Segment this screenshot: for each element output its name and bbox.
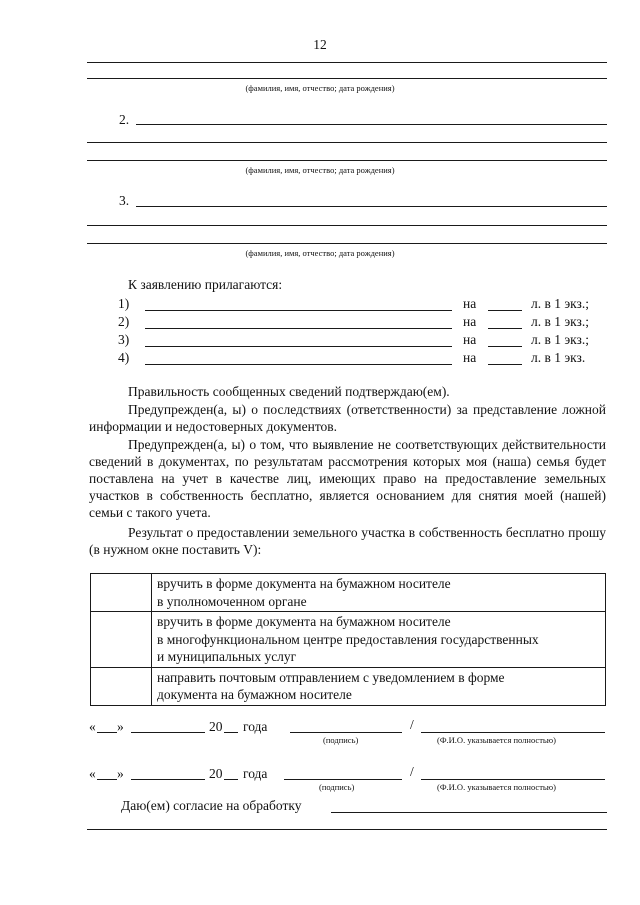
attachment-number: 1) [118, 296, 130, 311]
delivery-option-checkbox[interactable] [91, 667, 152, 705]
warning-consequences: Предупрежден(а, ы) о последствиях (ответственности) за представление ложной информации и недостоверных документов. [89, 402, 606, 434]
applicant-caption: (фамилия, имя, отчество; дата рождения) [245, 83, 395, 93]
attachment-copies-label: л. в 1 экз.; [531, 332, 589, 347]
delivery-options-table [90, 573, 606, 706]
warning-mismatch: Предупрежден(а, ы) о том, что выявление не соответствующих действительности сведений в документах, по результатам рассмотрения которых моя (наша) семья будет поставлена на учет в качестве лиц, имеющих право на предоставление земельных участков в собственность бесплатно, является основанием для снятия моей (нашей) семьи с такого учета. [89, 437, 606, 520]
year-prefix: 20 [209, 719, 223, 734]
signature-field-line[interactable] [290, 732, 402, 733]
option-line: и муниципальных услуг [157, 649, 297, 664]
attachment-sheets-line[interactable] [488, 346, 522, 347]
signature-caption: (подпись) [323, 735, 359, 745]
attachment-name-line[interactable] [145, 310, 452, 311]
attachment-number: 2) [118, 314, 130, 329]
year-prefix: 20 [209, 766, 223, 781]
delivery-option-row [91, 574, 606, 612]
date-quote-open: « [89, 719, 96, 734]
day-field-line[interactable] [97, 732, 117, 733]
attachment-on-label: на [463, 332, 477, 347]
date-quote-close: » [117, 719, 124, 734]
slash-separator: / [410, 717, 414, 732]
attachment-copies-label: л. в 1 экз.; [531, 296, 589, 311]
attachment-copies-label: л. в 1 экз.; [531, 314, 589, 329]
applicant-number: 3. [119, 193, 130, 208]
attachment-name-line[interactable] [145, 364, 452, 365]
attachment-name-line[interactable] [145, 346, 452, 347]
year-word: года [243, 766, 268, 781]
delivery-option-row [91, 667, 606, 705]
attachment-sheets-line[interactable] [488, 364, 522, 365]
year-field-line[interactable] [224, 732, 238, 733]
consent-statement: Даю(ем) согласие на обработку [121, 798, 302, 813]
consent-field-line[interactable] [331, 812, 607, 813]
applicant-caption: (фамилия, имя, отчество; дата рождения) [245, 165, 395, 175]
page-number: 12 [313, 37, 327, 52]
full-name-caption: (Ф.И.О. указывается полностью) [437, 782, 556, 792]
signature-field-line[interactable] [284, 779, 402, 780]
full-name-caption: (Ф.И.О. указывается полностью) [437, 735, 556, 745]
full-name-field-line[interactable] [421, 732, 605, 733]
option-line: направить почтовым отправлением с уведомлением в форме [157, 669, 505, 685]
consent-field-line[interactable] [87, 829, 607, 830]
option-line: вручить в форме документа на бумажном носителе [157, 576, 451, 591]
option-line: документа на бумажном носителе [157, 687, 352, 702]
delivery-option-text [152, 667, 606, 705]
full-name-field-line[interactable] [421, 779, 605, 780]
name-field-line[interactable] [87, 62, 607, 63]
name-field-line[interactable] [87, 78, 607, 79]
delivery-option-row [91, 612, 606, 668]
date-quote-close: » [117, 766, 124, 781]
delivery-option-checkbox[interactable] [91, 612, 152, 668]
attachment-on-label: на [463, 314, 477, 329]
attachment-copies-label: л. в 1 экз. [531, 350, 586, 365]
attachment-number: 3) [118, 332, 130, 347]
delivery-option-text [152, 612, 606, 668]
date-quote-open: « [89, 766, 96, 781]
option-line: в уполномоченном органе [157, 593, 307, 609]
signature-caption: (подпись) [319, 782, 355, 792]
applicant-caption: (фамилия, имя, отчество; дата рождения) [245, 248, 395, 258]
delivery-option-text [152, 574, 606, 612]
month-field-line[interactable] [131, 732, 205, 733]
option-line: в многофункциональном центре предоставления государственных [157, 631, 539, 647]
year-word: года [243, 719, 268, 734]
name-field-line[interactable] [87, 160, 607, 161]
attachment-on-label: на [463, 296, 477, 311]
delivery-option-checkbox[interactable] [91, 574, 152, 612]
name-field-line[interactable] [136, 124, 607, 125]
name-field-line[interactable] [136, 206, 607, 207]
attachment-name-line[interactable] [145, 328, 452, 329]
name-field-line[interactable] [87, 142, 607, 143]
day-field-line[interactable] [97, 779, 117, 780]
attachment-sheets-line[interactable] [488, 310, 522, 311]
attachments-title: К заявлению прилагаются: [128, 277, 283, 292]
option-line: вручить в форме документа на бумажном носителе [157, 614, 451, 629]
attachment-number: 4) [118, 350, 130, 365]
slash-separator: / [410, 764, 414, 779]
attachment-sheets-line[interactable] [488, 328, 522, 329]
confirm-statement: Правильность сообщенных сведений подтверждаю(ем). [128, 384, 450, 399]
applicant-number: 2. [119, 112, 130, 127]
result-request: Результат о предоставлении земельного участка в собственность бесплатно прошу (в нужном окне поставить V): [89, 525, 606, 557]
name-field-line[interactable] [87, 225, 607, 226]
name-field-line[interactable] [87, 243, 607, 244]
month-field-line[interactable] [131, 779, 205, 780]
year-field-line[interactable] [224, 779, 238, 780]
attachment-on-label: на [463, 350, 477, 365]
